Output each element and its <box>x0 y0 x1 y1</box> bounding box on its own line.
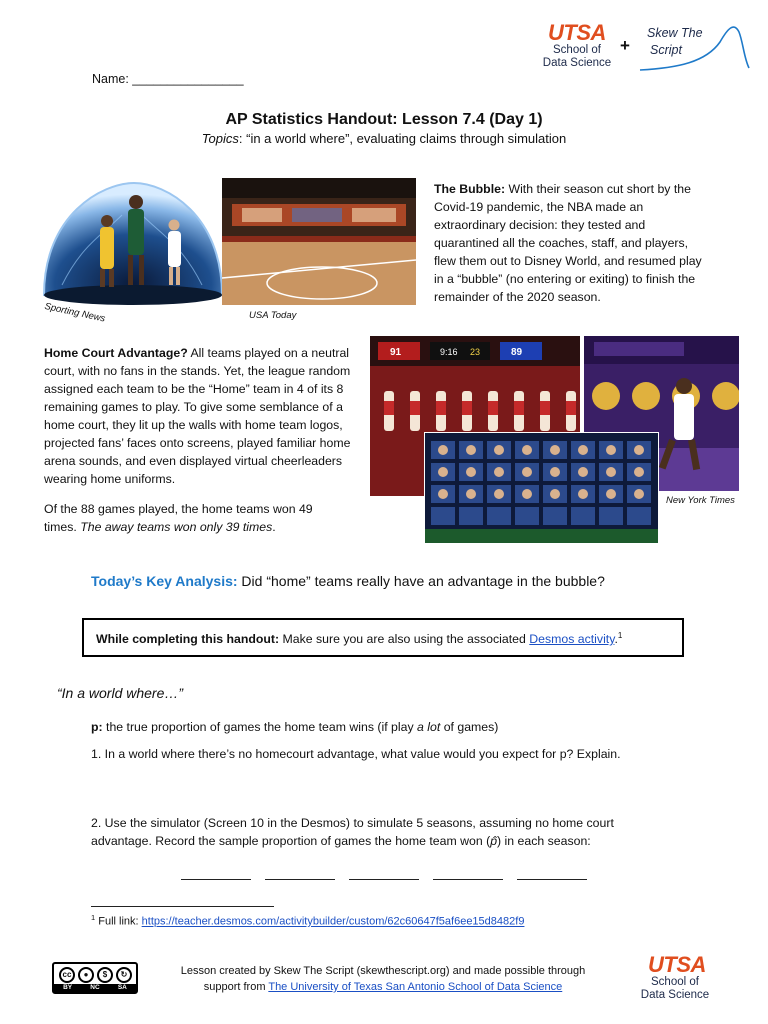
bubble-photo-caption: Sporting News <box>43 300 107 325</box>
score-away: 89 <box>511 347 523 358</box>
answer-blank-4[interactable] <box>433 866 503 880</box>
instruction-bold: While completing this handout: <box>96 632 280 647</box>
attribution-icon: ● <box>78 967 94 983</box>
cc-label-nc: NC <box>90 984 100 992</box>
instruction-text: Make sure you are also using the associated <box>279 632 530 647</box>
plus-sign: + <box>620 36 630 55</box>
desmos-activity-link[interactable]: Desmos activity <box>529 632 615 647</box>
key-analysis <box>91 571 605 591</box>
page-title: AP Statistics Handout: Lesson 7.4 (Day 1) <box>225 111 543 128</box>
key-analysis-label: Today’s Key Analysis: <box>91 573 238 589</box>
away-team-result: The away teams won only 39 times <box>80 520 273 535</box>
nyt-photo-caption: New York Times <box>666 495 735 506</box>
p-hat-symbol: p̂ <box>490 834 498 849</box>
question-1: 1. In a world where there’s no homecourt advantage, what value would you expect for p? Explain. <box>91 747 621 761</box>
footnote-marker: 1 <box>617 631 623 640</box>
p-text-italic: a lot <box>417 720 441 734</box>
utsa-footer-wordmark: UTSA <box>648 952 706 977</box>
topics-line <box>0 130 768 149</box>
skew-the-script-logo <box>638 22 750 72</box>
utsa-logo-header <box>536 22 618 70</box>
court-photo-caption: USA Today <box>249 310 297 321</box>
question-2 <box>91 814 691 850</box>
key-analysis-question: Did “home” teams really have an advantage in the bubble? <box>237 573 605 589</box>
cc-label-by: BY <box>63 984 73 992</box>
utsa-subline-1: School of <box>553 44 601 56</box>
score-clock: 9:16 <box>440 347 458 357</box>
virtual-fans-photo <box>424 432 659 544</box>
cc-labels <box>54 984 136 992</box>
utsa-footer-subline-2: Data Science <box>640 989 710 1002</box>
footnote <box>91 913 524 931</box>
topics-text: : “in a world where”, evaluating claims through simulation <box>238 131 567 146</box>
noncommercial-icon: $ <box>97 967 113 983</box>
footer-credit-line-1: Lesson created by Skew The Script (skewthescript.org) and made possible through <box>180 965 586 977</box>
name-field[interactable]: Name: ________________ <box>92 72 244 86</box>
virtual-fans-image <box>425 433 659 544</box>
instruction-end: . <box>614 632 618 647</box>
arena-court-image <box>222 178 416 305</box>
answer-blank-2[interactable] <box>265 866 335 880</box>
skew-logo-line2: Script <box>650 43 682 57</box>
instruction-box <box>82 618 684 657</box>
skew-logo-line1: Skew The <box>647 26 703 40</box>
utsa-logo-footer <box>636 954 714 1002</box>
games-result-paragraph <box>44 500 344 536</box>
score-quarter: 23 <box>470 347 481 357</box>
footer-credit-support: support from <box>203 980 269 993</box>
games-result-text: Of the 88 games played, the home teams won 49 times. <box>44 502 313 535</box>
bubble-heading: The Bubble: <box>434 182 506 196</box>
home-court-body: All teams played on a neutral court, with no fans in the stands. Yet, the league random assigned each team to be the “Home” team in 4 of its 8 remaining games to play. To give some semblance of a home court, they lit up the walls with home team logos, projected fans’ faces onto screens, played familiar home arena sounds, and even displayed virtual cheerleaders wearing home uniforms. <box>44 346 351 487</box>
answer-blank-3[interactable] <box>349 866 419 880</box>
question-2-line-2 <box>91 832 691 850</box>
court-photo <box>222 178 416 305</box>
score-home: 91 <box>390 347 402 358</box>
cc-label-sa: SA <box>117 984 127 992</box>
p-definition <box>91 718 498 736</box>
footnote-url-link[interactable]: https://teacher.desmos.com/activitybuilder/custom/62c60647f5af6ee15d8482f9 <box>141 915 525 928</box>
footnote-number: 1 <box>91 913 96 922</box>
cc-license-badge[interactable] <box>52 962 138 994</box>
answer-blanks <box>181 866 601 886</box>
bubble-paragraph <box>434 180 702 306</box>
games-result-end: . <box>272 520 276 535</box>
p-text-2: of games) <box>440 720 499 734</box>
bubble-photo <box>42 175 224 325</box>
bubble-dome-image <box>42 175 224 311</box>
sharealike-icon: ↻ <box>116 967 132 983</box>
bubble-body: With their season cut short by the Covid-19 pandemic, the NBA made an extraordinary decision: they tested and quarantined all the coaches, staff, and players, flew them out to Disney World, and resumed play in a “bubble” (no entering or exiting) to finish the remainder of the 2020 season. <box>434 182 702 305</box>
cc-icon: cc <box>59 967 75 983</box>
p-symbol: p: <box>91 720 103 734</box>
footnote-label: Full link: <box>95 915 142 928</box>
question-2-line-1: 2. Use the simulator (Screen 10 in the Desmos) to simulate 5 seasons, assuming no home court <box>91 816 614 830</box>
utsa-subline-2: Data Science <box>542 57 612 70</box>
answer-blank-5[interactable] <box>517 866 587 880</box>
in-a-world-where-heading: “In a world where…” <box>57 685 184 701</box>
footer-credit <box>150 964 616 996</box>
footer-credit-line-2 <box>150 980 616 996</box>
utsa-school-link[interactable]: The University of Texas San Antonio School of Data Science <box>268 980 563 993</box>
question-2-line-2-start: advantage. Record the sample proportion of games the home team won ( <box>91 834 491 849</box>
question-2-line-2-end: ) in each season: <box>497 834 591 849</box>
topics-label: Topics <box>201 131 239 146</box>
skew-curve-icon <box>638 22 750 72</box>
home-court-paragraph <box>44 344 356 489</box>
p-text-1: the true proportion of games the home team wins (if play <box>102 720 418 734</box>
footnote-divider <box>91 906 274 907</box>
home-court-heading: Home Court Advantage? <box>44 346 188 360</box>
utsa-footer-subline-1: School of <box>651 976 699 988</box>
answer-blank-1[interactable] <box>181 866 251 880</box>
utsa-wordmark: UTSA <box>548 20 606 45</box>
